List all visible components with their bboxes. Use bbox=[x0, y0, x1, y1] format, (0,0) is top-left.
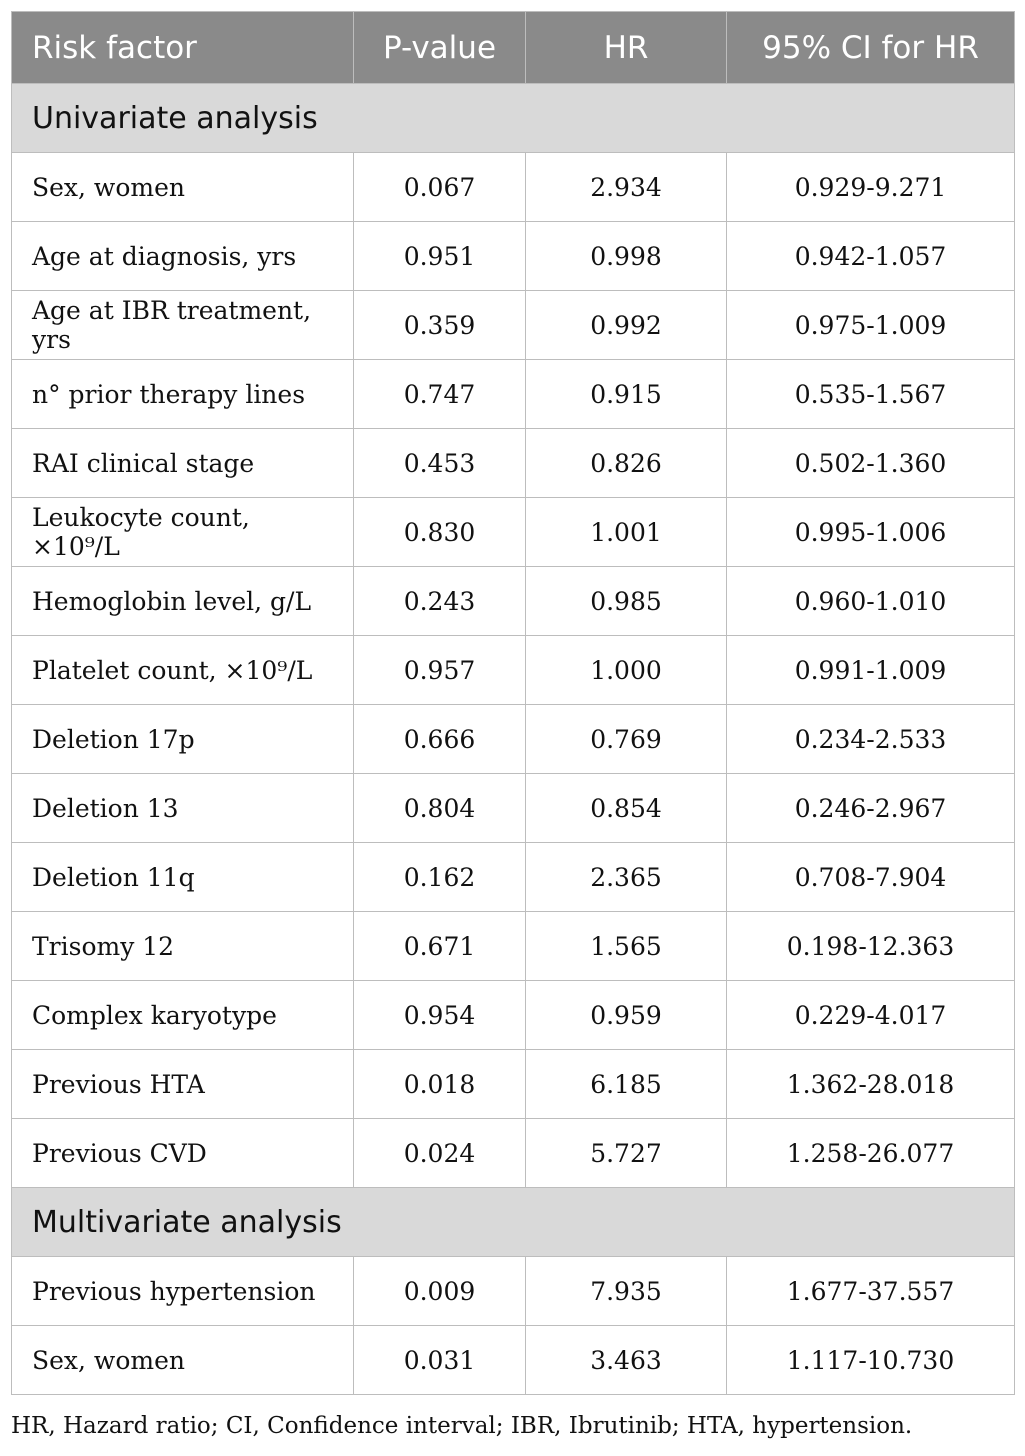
table-row bbox=[12, 153, 1015, 222]
section-row bbox=[12, 84, 1015, 153]
cell-ci: 1.677-37.557 bbox=[727, 1257, 1015, 1326]
cell-risk-factor: Age at IBR treatment, yrs bbox=[12, 291, 354, 360]
header-p-value: P-value bbox=[354, 12, 526, 84]
cell-p-value: 0.243 bbox=[354, 567, 526, 636]
table-footnote: HR, Hazard ratio; CI, Confidence interval; IBR, Ibrutinib; HTA, hypertension. bbox=[11, 1413, 913, 1439]
section-title: Multivariate analysis bbox=[12, 1188, 1015, 1257]
table-row bbox=[12, 981, 1015, 1050]
cell-hr: 0.959 bbox=[526, 981, 727, 1050]
cell-risk-factor: Sex, women bbox=[12, 1326, 354, 1395]
table-row bbox=[12, 291, 1015, 360]
cell-risk-factor: Deletion 17p bbox=[12, 705, 354, 774]
table-row bbox=[12, 912, 1015, 981]
table-row bbox=[12, 567, 1015, 636]
cell-risk-factor: Leukocyte count, ×10⁹/L bbox=[12, 498, 354, 567]
cell-hr: 0.992 bbox=[526, 291, 727, 360]
cell-risk-factor: Hemoglobin level, g/L bbox=[12, 567, 354, 636]
cell-risk-factor: Deletion 11q bbox=[12, 843, 354, 912]
cell-hr: 5.727 bbox=[526, 1119, 727, 1188]
table-row bbox=[12, 222, 1015, 291]
cell-p-value: 0.747 bbox=[354, 360, 526, 429]
table-body bbox=[12, 84, 1015, 1395]
cell-ci: 0.942-1.057 bbox=[727, 222, 1015, 291]
cell-ci: 0.234-2.533 bbox=[727, 705, 1015, 774]
cell-risk-factor: Trisomy 12 bbox=[12, 912, 354, 981]
cell-risk-factor: Complex karyotype bbox=[12, 981, 354, 1050]
cell-hr: 6.185 bbox=[526, 1050, 727, 1119]
cell-hr: 2.934 bbox=[526, 153, 727, 222]
cell-p-value: 0.024 bbox=[354, 1119, 526, 1188]
cell-ci: 0.502-1.360 bbox=[727, 429, 1015, 498]
cell-ci: 0.995-1.006 bbox=[727, 498, 1015, 567]
cell-p-value: 0.954 bbox=[354, 981, 526, 1050]
cell-hr: 3.463 bbox=[526, 1326, 727, 1395]
table-row bbox=[12, 429, 1015, 498]
table-row bbox=[12, 774, 1015, 843]
section-row bbox=[12, 1188, 1015, 1257]
cell-risk-factor: Platelet count, ×10⁹/L bbox=[12, 636, 354, 705]
cell-ci: 0.929-9.271 bbox=[727, 153, 1015, 222]
header-ci: 95% CI for HR bbox=[727, 12, 1015, 84]
table-row bbox=[12, 360, 1015, 429]
cell-ci: 0.708-7.904 bbox=[727, 843, 1015, 912]
cell-p-value: 0.453 bbox=[354, 429, 526, 498]
table-row bbox=[12, 843, 1015, 912]
cell-ci: 1.258-26.077 bbox=[727, 1119, 1015, 1188]
cell-p-value: 0.359 bbox=[354, 291, 526, 360]
cell-risk-factor: n° prior therapy lines bbox=[12, 360, 354, 429]
cell-hr: 1.000 bbox=[526, 636, 727, 705]
cell-hr: 7.935 bbox=[526, 1257, 727, 1326]
cell-risk-factor: Previous HTA bbox=[12, 1050, 354, 1119]
cell-p-value: 0.009 bbox=[354, 1257, 526, 1326]
cell-hr: 0.915 bbox=[526, 360, 727, 429]
cell-hr: 1.565 bbox=[526, 912, 727, 981]
cell-ci: 0.535-1.567 bbox=[727, 360, 1015, 429]
table-row bbox=[12, 1050, 1015, 1119]
cell-p-value: 0.666 bbox=[354, 705, 526, 774]
table-row bbox=[12, 705, 1015, 774]
cell-hr: 0.998 bbox=[526, 222, 727, 291]
cell-risk-factor: Age at diagnosis, yrs bbox=[12, 222, 354, 291]
cell-p-value: 0.162 bbox=[354, 843, 526, 912]
header-risk-factor: Risk factor bbox=[12, 12, 354, 84]
cell-p-value: 0.951 bbox=[354, 222, 526, 291]
cell-p-value: 0.804 bbox=[354, 774, 526, 843]
cell-ci: 0.960-1.010 bbox=[727, 567, 1015, 636]
table-row bbox=[12, 498, 1015, 567]
cell-risk-factor: RAI clinical stage bbox=[12, 429, 354, 498]
table-row bbox=[12, 1326, 1015, 1395]
cell-ci: 0.229-4.017 bbox=[727, 981, 1015, 1050]
table-row bbox=[12, 1257, 1015, 1326]
table-row bbox=[12, 636, 1015, 705]
cell-ci: 0.975-1.009 bbox=[727, 291, 1015, 360]
cell-hr: 0.985 bbox=[526, 567, 727, 636]
header-hr: HR bbox=[526, 12, 727, 84]
cell-p-value: 0.067 bbox=[354, 153, 526, 222]
cell-ci: 0.991-1.009 bbox=[727, 636, 1015, 705]
section-title: Univariate analysis bbox=[12, 84, 1015, 153]
cell-p-value: 0.031 bbox=[354, 1326, 526, 1395]
cell-risk-factor: Deletion 13 bbox=[12, 774, 354, 843]
table-row bbox=[12, 1119, 1015, 1188]
cell-ci: 0.246-2.967 bbox=[727, 774, 1015, 843]
cell-p-value: 0.957 bbox=[354, 636, 526, 705]
header-row bbox=[12, 12, 1015, 84]
table-container bbox=[11, 11, 1014, 1395]
risk-factor-table bbox=[11, 11, 1015, 1395]
cell-ci: 1.362-28.018 bbox=[727, 1050, 1015, 1119]
cell-ci: 0.198-12.363 bbox=[727, 912, 1015, 981]
cell-risk-factor: Previous CVD bbox=[12, 1119, 354, 1188]
cell-hr: 1.001 bbox=[526, 498, 727, 567]
cell-hr: 2.365 bbox=[526, 843, 727, 912]
cell-hr: 0.854 bbox=[526, 774, 727, 843]
cell-p-value: 0.830 bbox=[354, 498, 526, 567]
cell-risk-factor: Previous hypertension bbox=[12, 1257, 354, 1326]
cell-risk-factor: Sex, women bbox=[12, 153, 354, 222]
cell-hr: 0.826 bbox=[526, 429, 727, 498]
cell-p-value: 0.018 bbox=[354, 1050, 526, 1119]
cell-p-value: 0.671 bbox=[354, 912, 526, 981]
cell-hr: 0.769 bbox=[526, 705, 727, 774]
cell-ci: 1.117-10.730 bbox=[727, 1326, 1015, 1395]
